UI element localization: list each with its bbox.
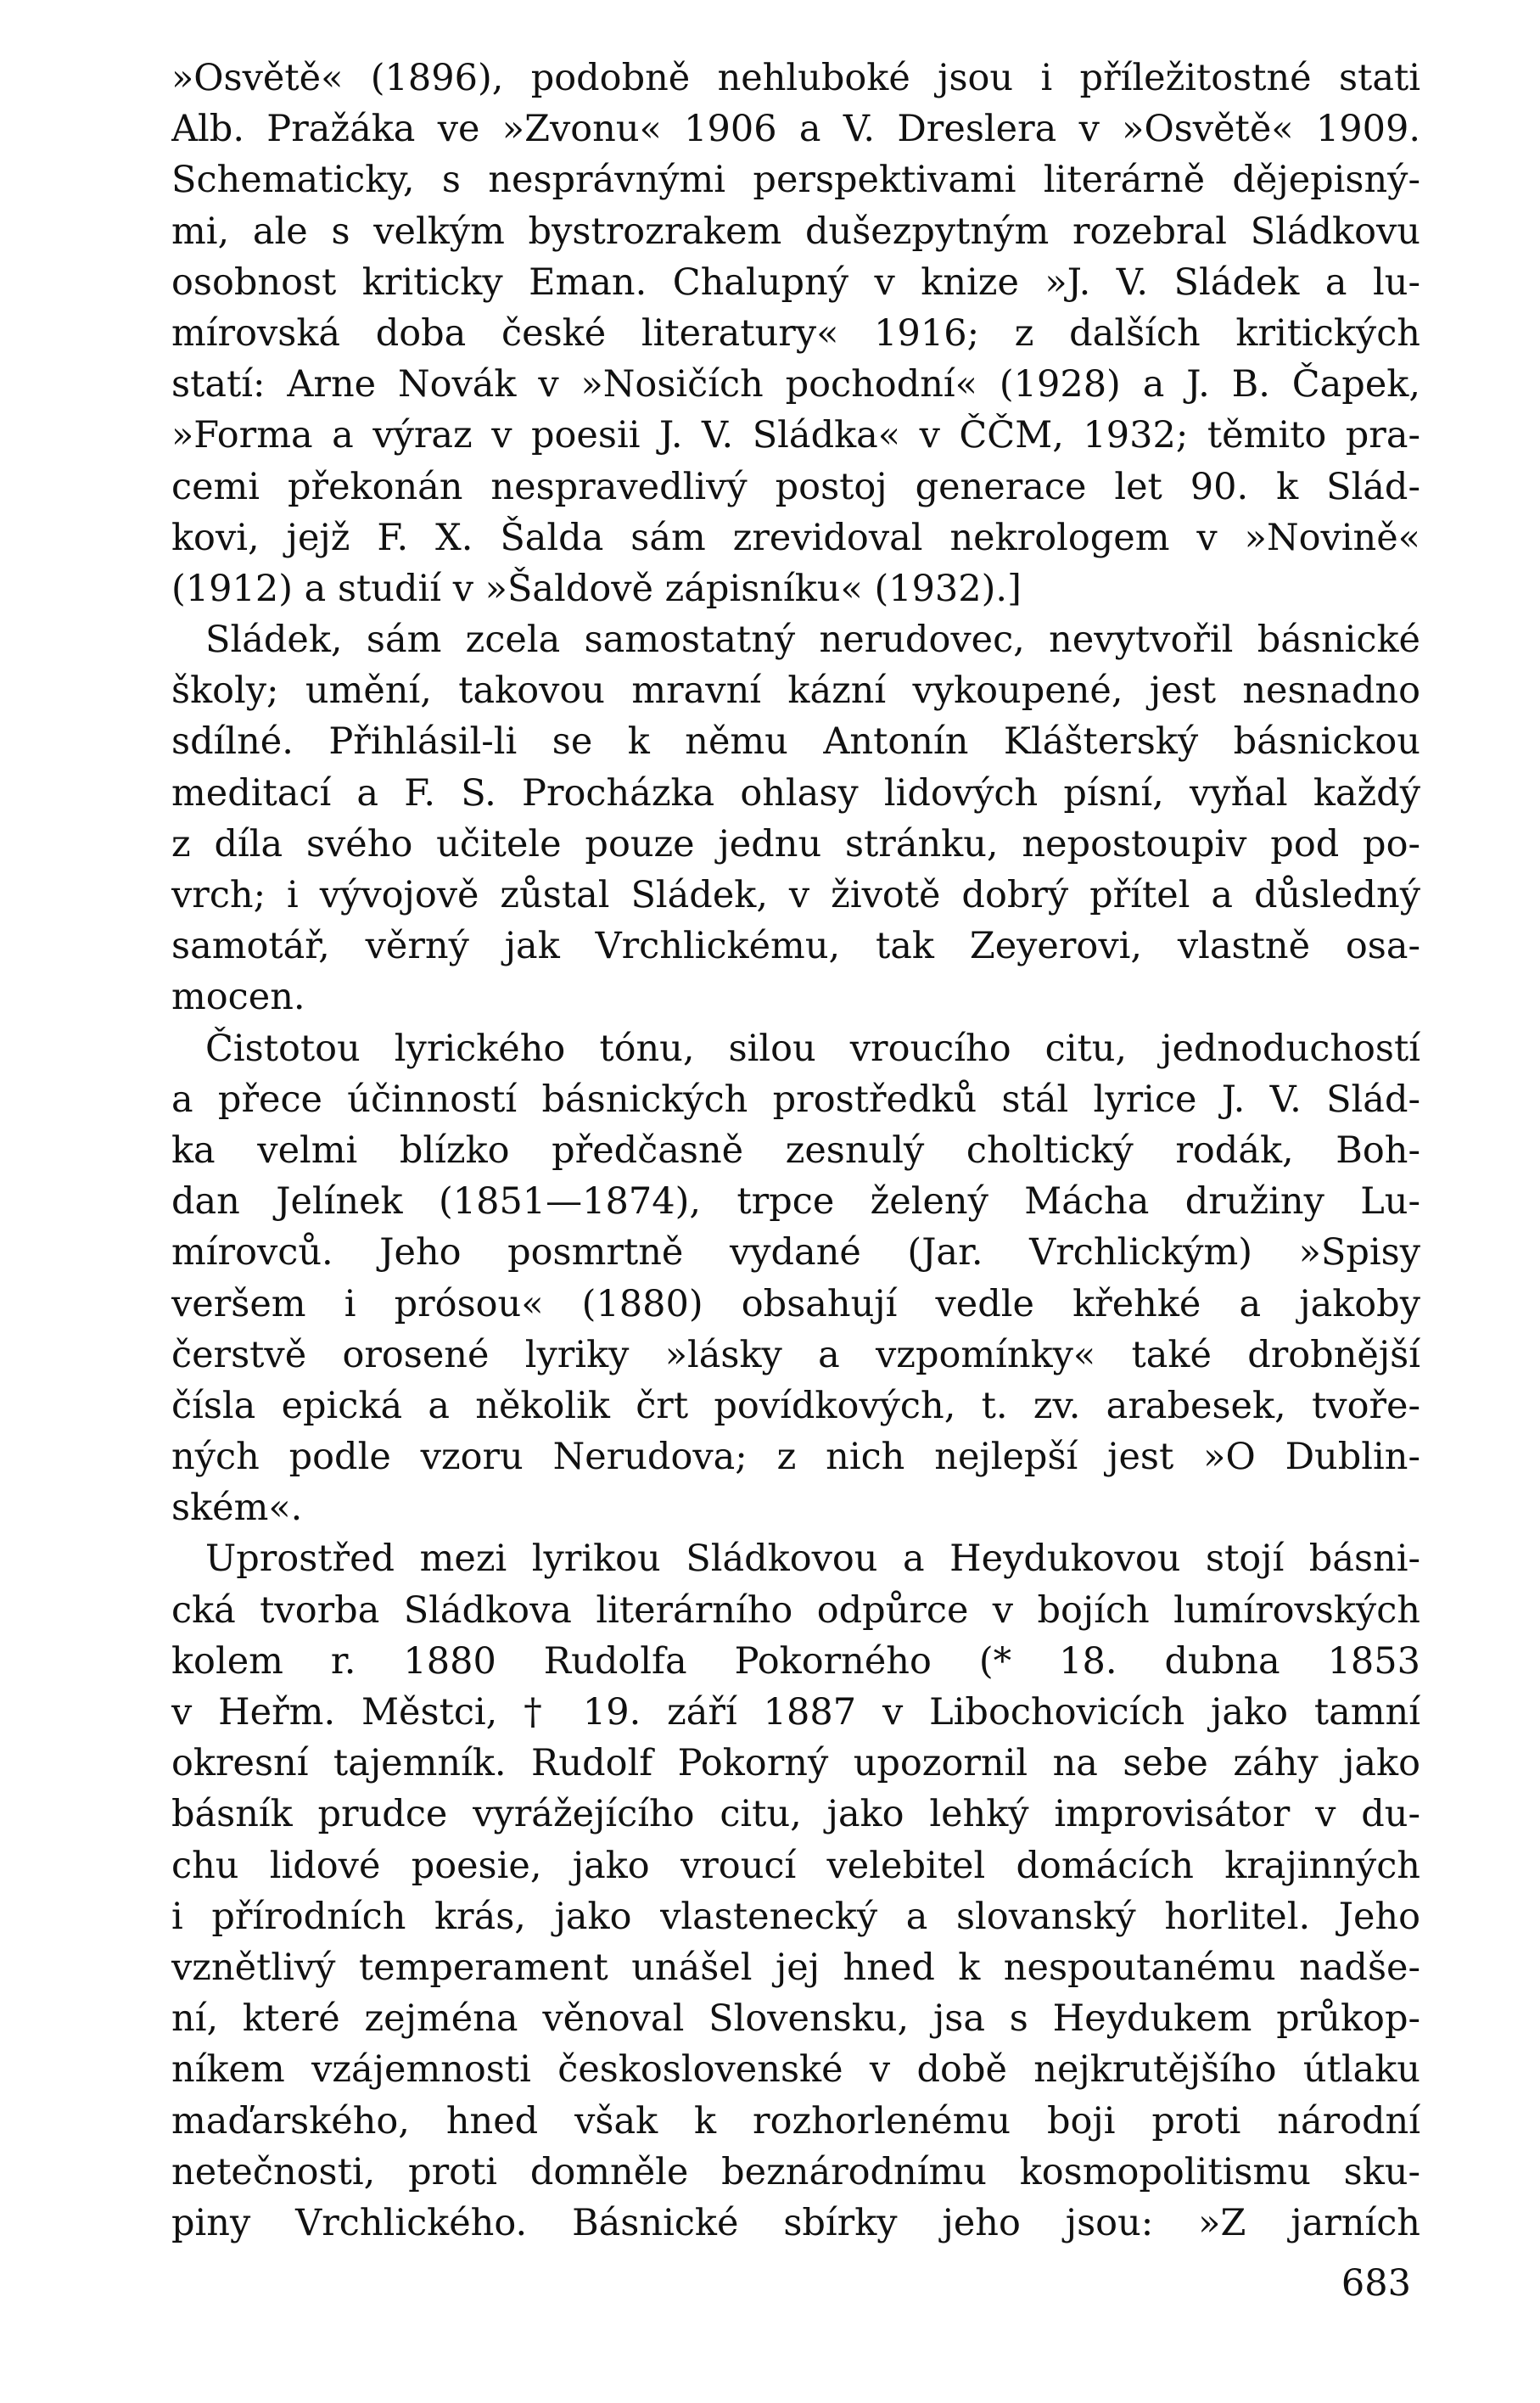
text-line: Sládek, sám zcela samostatný nerudovec, nevytvořil básnické bbox=[205, 619, 1420, 662]
text-line: mocen. bbox=[171, 976, 305, 1019]
text-line: cemi překonán nespravedlivý postoj generace let 90. k Slád- bbox=[171, 465, 1420, 508]
text-line: kolem r. 1880 Rudolfa Pokorného (* 18. dubna 1853 bbox=[171, 1639, 1420, 1683]
body-text bbox=[171, 53, 1420, 2249]
text-line: mírovská doba české literatury« 1916; z dalších kritických bbox=[171, 311, 1420, 355]
text-line: okresní tajemník. Rudolf Pokorný upozornil na sebe záhy jako bbox=[171, 1742, 1420, 1785]
text-line: Schematicky, s nesprávnými perspektivami literárně dějepisný- bbox=[171, 159, 1420, 202]
text-line: vrch; i vývojově zůstal Sládek, v životě dobrý přítel a důsledný bbox=[171, 874, 1420, 916]
text-line: cká tvorba Sládkova literárního odpůrce v bojích lumírovských bbox=[171, 1588, 1420, 1632]
page-number: 683 bbox=[1341, 2262, 1411, 2305]
text-line: níkem vzájemnosti československé v době nejkrutějšího útlaku bbox=[171, 2048, 1420, 2092]
text-line: mi, ale s velkým bystrozrakem dušezpytným rozebral Sládkovu bbox=[171, 210, 1420, 253]
text-line: i přírodních krás, jako vlastenecký a slovanský horlitel. Jeho bbox=[171, 1895, 1420, 1938]
text-line: ných podle vzoru Nerudova; z nich nejlepší jest »O Dublin- bbox=[171, 1436, 1420, 1479]
text-line: samotář, věrný jak Vrchlickému, tak Zeyerovi, vlastně osa- bbox=[171, 925, 1420, 968]
text-line: chu lidové poesie, jako vroucí velebitel domácích krajinných bbox=[171, 1844, 1420, 1887]
text-line: (1912) a studií v »Šaldově zápisníku« (1932).] bbox=[171, 567, 1022, 610]
text-line: mírovců. Jeho posmrtně vydané (Jar. Vrchlickým) »Spisy bbox=[171, 1231, 1420, 1274]
text-line: z díla svého učitele pouze jednu stránku, nepostoupiv pod po- bbox=[171, 822, 1420, 865]
text-line: kovi, jejž F. X. Šalda sám zrevidoval nekrologem v »Novině« bbox=[171, 516, 1420, 559]
text-line: statí: Arne Novák v »Nosičích pochodní« (1928) a J. B. Čapek, bbox=[171, 363, 1420, 406]
text-line: »Forma a výraz v poesii J. V. Sládka« v ČČM, 1932; těmito pra- bbox=[171, 414, 1420, 457]
text-line: čísla epická a několik črt povídkových, t. zv. arabesek, tvoře- bbox=[171, 1384, 1420, 1427]
text-line: ském«. bbox=[171, 1487, 303, 1530]
text-line: maďarského, hned však k rozhorlenému boji proti národní bbox=[171, 2099, 1420, 2143]
text-line: ní, které zejména věnoval Slovensku, jsa s Heydukem průkop- bbox=[171, 1997, 1420, 2041]
text-line: v Heřm. Městci, † 19. září 1887 v Libochovicích jako tamní bbox=[171, 1691, 1420, 1734]
text-line: Alb. Pražáka ve »Zvonu« 1906 a V. Dreslera v »Osvětě« 1909. bbox=[171, 108, 1420, 151]
text-line: piny Vrchlického. Básnické sbírky jeho jsou: »Z jarních bbox=[171, 2201, 1420, 2244]
text-line: netečnosti, proti domněle beznárodnímu kosmopolitismu sku- bbox=[171, 2150, 1420, 2193]
text-line: čerstvě orosené lyriky »lásky a vzpomínky« také drobnější bbox=[171, 1333, 1420, 1376]
text-line: dan Jelínek (1851—1874), trpce želený Mácha družiny Lu- bbox=[171, 1180, 1420, 1224]
text-line: ka velmi blízko předčasně zesnulý choltický rodák, Boh- bbox=[171, 1129, 1420, 1172]
text-line: Čistotou lyrického tónu, silou vroucího citu, jednoduchostí bbox=[205, 1027, 1420, 1070]
text-line: »Osvětě« (1896), podobně nehluboké jsou i příležitostné stati bbox=[171, 57, 1420, 99]
text-line: školy; umění, takovou mravní kázní vykoupené, jest nesnadno bbox=[171, 669, 1420, 713]
text-line: veršem i prósou« (1880) obsahují vedle křehké a jakoby bbox=[171, 1282, 1420, 1325]
text-line: básník prudce vyrážejícího citu, jako lehký improvisátor v du- bbox=[171, 1793, 1420, 1836]
text-line: a přece účinností básnických prostředků stál lyrice J. V. Slád- bbox=[171, 1078, 1420, 1121]
text-line: meditací a F. S. Procházka ohlasy lidových písní, vyňal každý bbox=[171, 771, 1420, 815]
text-line: Uprostřed mezi lyrikou Sládkovou a Heydukovou stojí básni- bbox=[205, 1538, 1420, 1581]
text-line: sdílné. Přihlásil-li se k němu Antonín Klášterský básnickou bbox=[171, 720, 1420, 764]
text-line: osobnost kriticky Eman. Chalupný v knize »J. V. Sládek a lu- bbox=[171, 260, 1420, 304]
text-line: vznětlivý temperament unášel jej hned k nespoutanému nadše- bbox=[171, 1946, 1420, 1989]
